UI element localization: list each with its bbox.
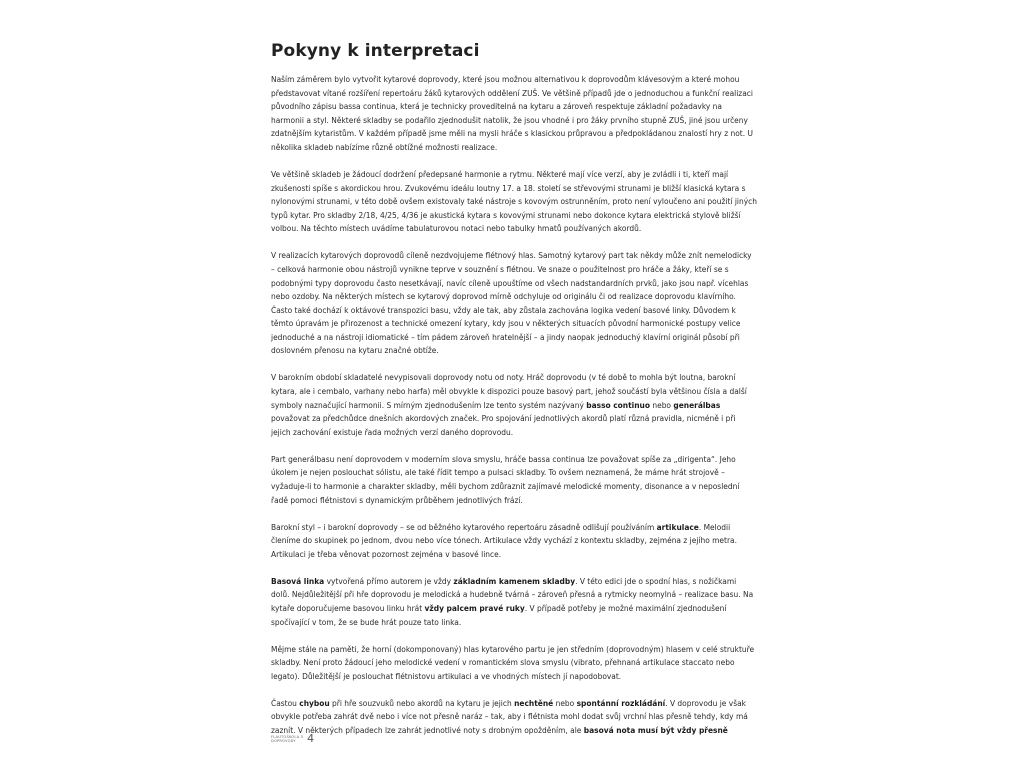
paragraph-text: Part generálbasu není doprovodem v moderním slova smyslu, hráče bassa continua lze považovat spíše za „dirigenta“. Jeho úkolem je nejen poslouchat sólistu, ale také řídit tempo a pulsaci skladby. To ovšem neznamená, že máme hrát strojově – vyžaduje-li to harmonie a charakter skladby, měli bychom zdůraznit zajímavé melodické momenty, disonance a v neposlední řadě pomoci flétnistovi s dynamickým průběhem jednotlivých frází. [271,453,740,505]
emphasis-text: artikulace [656,521,699,532]
paragraph-text: Naším záměrem bylo vytvořit kytarové doprovody, které jsou možnou alternativou k doprovodům klávesovým a které mohou představovat vítané rozšíření repertoáru žáků kytarových oddělení ZUŠ. Ve většině případů jde o jednoduchou a funkční realizaci původního zápisu bassa continua, která je technicky proveditelná na kytaru a zároveň respektuje základní požadavky na harmonii a styl. Některé skladby se podařilo zjednodušit natolik, že jsou vhodné i pro žáky prvního stupně ZUŠ, jiné jsou určeny zdatnějším kytaristům. V každém případě jsme měli na mysli hráče s klasickou průpravou a předpokládanou znalostí hry z not. U několika skladeb nabízíme různě obtížné možnosti realizace. [271,74,753,152]
emphasis-text: generálbas [673,399,721,410]
paragraph-text: nebo [553,697,577,708]
paragraph [271,697,757,738]
paragraph [271,575,757,629]
paragraph-text: . Melodii členíme do skupinek po jednom, dvou nebo více tónech. Artikulace vždy vychází z kontextu skladby, zejména z jejího metra. Artikulaci je třeba věnovat pozornost zejména v basové lince. [271,521,737,559]
paragraph-text: V barokním období skladatelé nevypisovali doprovody notu od noty. Hráč doprovodu (v té době to mohla být loutna, barokní kytara, ale i cembalo, varhany nebo harfa) měl obvykle k dispozici pouze basový part, jehož součástí byla většinou čísla a další symboly naznačující harmonii. S mírným zjednodušením lze tento systém nazývaný [271,372,747,410]
paragraph-text: při hře souzvuků nebo akordů na kytaru je jejich [329,697,515,708]
paragraph-text: vytvořená přímo autorem je vždy [324,575,454,586]
emphasis-text: basso continuo [586,399,650,410]
paragraph-text: V realizacích kytarových doprovodů cíleně nezdvojujeme flétnový hlas. Samotný kytarový part tak někdy může znít nemelodicky – celková harmonie obou nástrojů vynikne teprve v souznění s flétnou. Ve snaze o použitelnost pro hráče a žáky, kteří se s podobnými typy doprovodu často nesetkávají, navíc cíleně upouštíme od všech nadstandardních prvků, jako jsou např. vícehlas nebo ozdoby. Na některých místech se kytarový doprovod mírně odchyluje od originálu či od realizace doprovodu klavírního. Často také dochází k oktávové transpozici basu, vždy ale tak, aby zůstala zachována logika vedení basové linky. Důvodem k těmto úpravám je přirozenost a technické omezení kytary, kdy jsou v některých situacích původní harmonické postupy velice jednoduché a na nástroji idiomatické – tím pádem zároveň hratelnější – a jindy naopak jednoduchý klavírní originál působí při doslovném přenosu na kytaru značné obtíže. [271,250,752,356]
paragraph [271,168,757,236]
paragraph-text: považovat za předchůdce dnešních akordových značek. Pro spojování jednotlivých akordů platí různá pravidla, nicméně i při jejich zachování existuje řada možných verzí daného doprovodu. [271,413,736,437]
paragraph-text: Častou [271,697,300,708]
paragraph-text: . V doprovodu je však obvykle potřeba zahrát dvě nebo i více not přesně naráz – tak, aby i flétnista mohl dodat svůj vrchní hlas přesně tehdy, kdy má zaznít. V některých případech lze zahrát jednotlivé noty s drobným opožděním, ale [271,697,748,735]
body-text [271,73,757,737]
emphasis-text: spontánní rozkládání [576,697,666,708]
page-title: Pokyny k interpretaci [271,41,480,61]
brand-line-2: DOPROVODY [271,739,296,743]
paragraph [271,249,757,358]
emphasis-text: vždy palcem pravé ruky [424,602,525,613]
emphasis-text: Basová linka [271,575,325,586]
paragraph-text: . V této edici jde o spodní hlas, s nožičkami dolů. Nejdůležitější při hře doprovodu je melodická a hudebně tvárná – zároveň přesná a rytmicky neomylná – realizace basu. Na kytaře doporučujeme basovou linku hrát [271,575,754,613]
paragraph-text: Ve většině skladeb je žádoucí dodržení předepsané harmonie a rytmu. Některé mají více verzí, aby je zvládli i ti, kteří mají zkušenosti spíše s akordickou hrou. Zvukovému ideálu loutny 17. a 18. století se střevovými strunami je bližší klasická kytara s nylonovými strunami, v této době ovšem existovaly také nástroje s kovovým ostrunněním, proto není vyloučeno ani použití jiných typů kytar. Pro skladby 2/18, 4/25, 4/36 je akustická kytara s kovovými strunami nebo dokonce kytara elektrická stylově bližší volbou. Na těchto místech uvádíme tabulaturovou notaci nebo tabulky hmatů používaných akordů. [271,168,757,234]
paragraph-text: nebo [650,399,674,410]
paragraph [271,643,757,684]
emphasis-text: základním kamenem skladby [453,575,576,586]
brand-line-1: FLAUTOŠKOLA 3 [271,734,304,739]
page-content [271,40,757,751]
emphasis-text: nechtěné [514,697,554,708]
paragraph [271,73,757,155]
paragraph-text: Barokní styl – i barokní doprovody – se od běžného kytarového repertoáru zásadně odlišují používáním [271,521,657,532]
emphasis-text: basová nota musí být vždy přesně [583,724,728,735]
paragraph [271,371,757,439]
paragraph [271,453,757,507]
emphasis-text: chybou [299,697,330,708]
paragraph-text: . V případě potřeby je možné maximální zjednodušení spočívající v tom, že se bude hrát pouze tato linka. [271,602,727,627]
publication-brand [271,735,303,744]
page-footer [271,733,314,745]
page-number: 4 [307,732,315,745]
paragraph-text: Mějme stále na paměti, že horní (dokomponovaný) hlas kytarového partu je jen středním (doprovodným) hlasem v celé struktuře skladby. Není proto žádoucí jeho melodické vedení v romantickém slova smyslu (vibrato, přehnaná artikulace staccato nebo legato). Důležitější je poslouchat flétnistovu artikulaci a ve vhodných místech jí napodobovat. [271,643,755,681]
paragraph [271,521,757,562]
